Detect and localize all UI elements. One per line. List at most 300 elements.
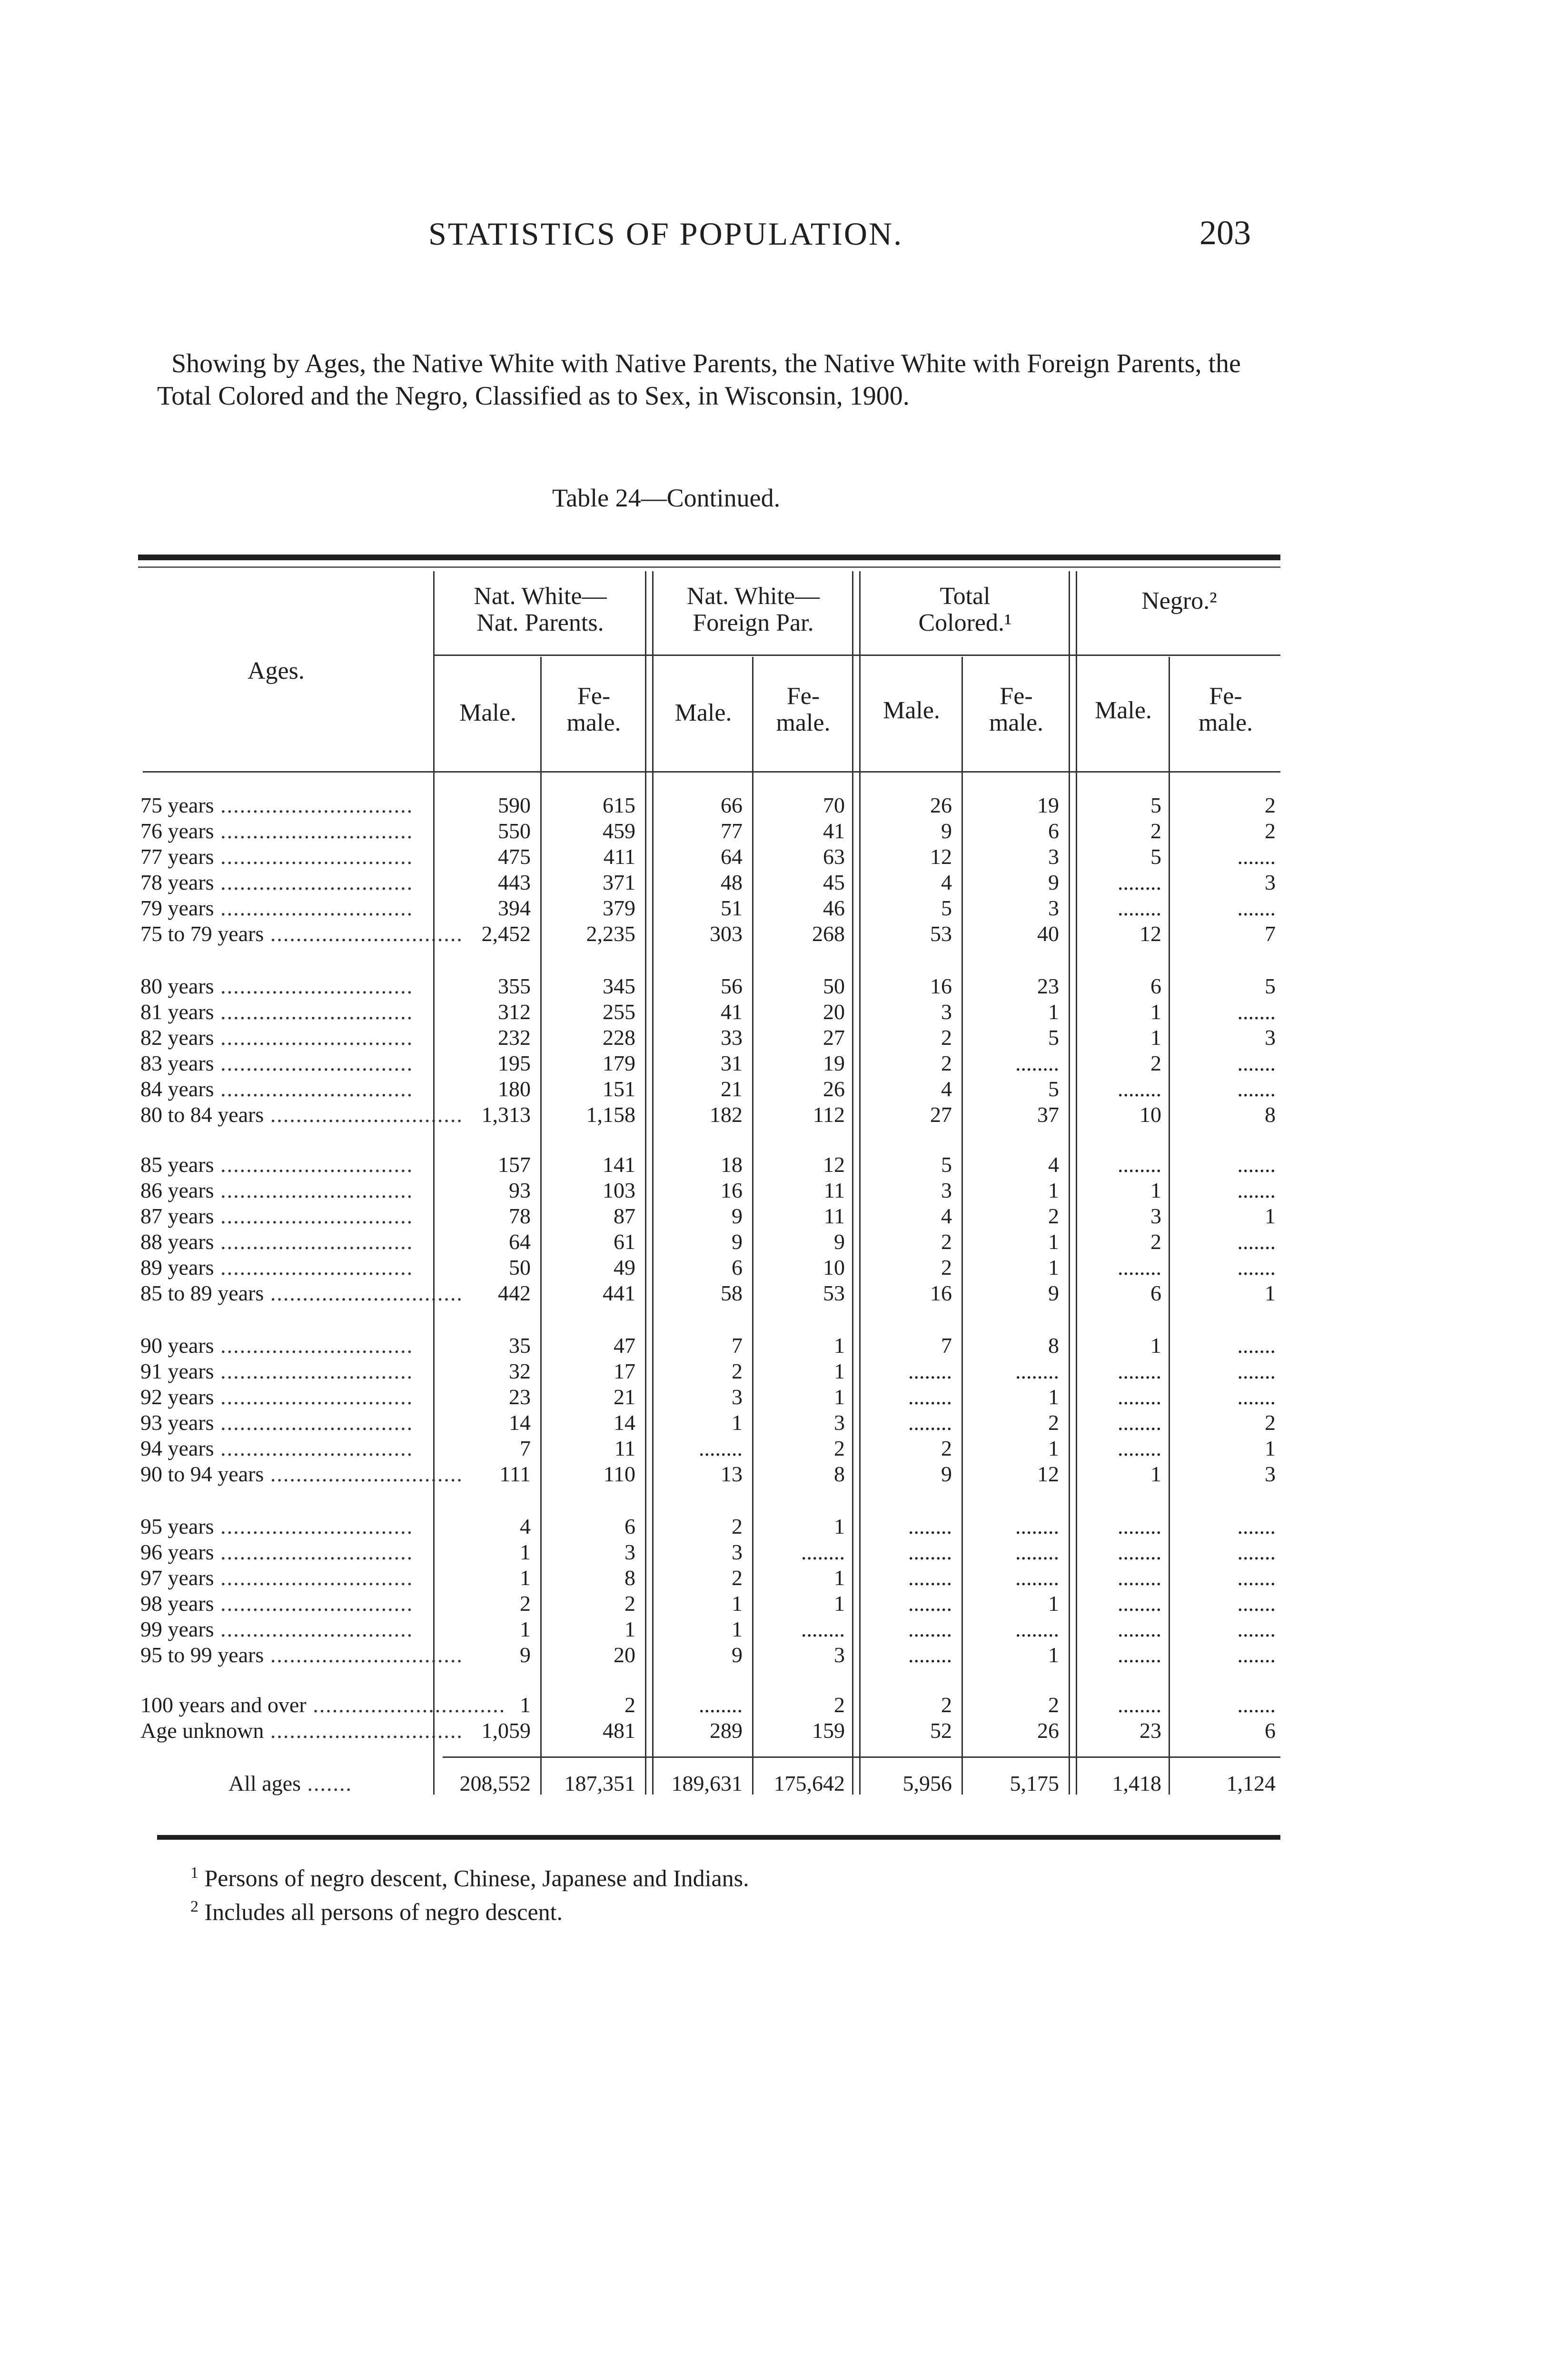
table-cell: 1	[520, 1566, 531, 1590]
table-cell: 268	[812, 922, 845, 946]
table-cell: 6	[1048, 819, 1059, 843]
table-cell: ........	[1118, 1152, 1161, 1177]
row-label-text: 81 years	[140, 1000, 214, 1024]
row-label-text: 85 to 89 years	[140, 1281, 264, 1305]
row-label	[140, 1514, 436, 1539]
table-cell: 1	[834, 1591, 845, 1616]
row-label-text: 78 years	[140, 870, 214, 894]
row-label-text: 95 to 99 years	[140, 1643, 264, 1667]
total-row	[0, 1771, 1546, 1796]
male-header: Male.	[883, 697, 940, 724]
table-cell: 8	[834, 1462, 845, 1486]
table-cell: 1	[1150, 1333, 1161, 1358]
table-cell: 12	[823, 1152, 845, 1177]
row-label-text: 79 years	[140, 896, 214, 920]
leader-dots: ..............................	[214, 1230, 414, 1254]
leader-dots: ..............................	[264, 1718, 463, 1743]
table-row	[0, 1384, 1546, 1410]
table-cell: 7	[1265, 922, 1276, 946]
table-cell: 180	[498, 1077, 531, 1101]
row-label	[140, 1692, 506, 1718]
table-cell: 33	[721, 1025, 743, 1050]
table-cell: 4	[941, 1204, 952, 1228]
table-cell: ........	[1118, 1566, 1161, 1590]
table-cell: 103	[603, 1178, 635, 1202]
table-cell: 3	[1150, 1204, 1161, 1228]
row-label-text: 76 years	[140, 819, 214, 843]
header-bottom-rule	[143, 771, 1280, 773]
table-cell: 615	[603, 793, 635, 817]
table-cell: 17	[614, 1359, 635, 1383]
table-cell: 93	[509, 1178, 531, 1202]
row-label-text: 87 years	[140, 1204, 214, 1228]
table-cell: 9	[732, 1204, 743, 1228]
row-label	[140, 1280, 463, 1306]
table-cell: 441	[603, 1281, 635, 1305]
table-title: Table 24—Continued.	[552, 484, 781, 512]
table-cell: 2	[941, 1255, 952, 1279]
table-cell: 345	[603, 974, 635, 998]
table-cell: 151	[603, 1077, 635, 1101]
table-cell: 7	[732, 1333, 743, 1358]
row-label	[140, 1178, 436, 1203]
table-cell: 1	[520, 1693, 531, 1717]
table-row	[0, 1692, 1546, 1718]
table-cell: .......	[1237, 1230, 1276, 1254]
table-cell: 11	[614, 1436, 635, 1460]
table-cell: ........	[1015, 1617, 1059, 1641]
table-cell: ........	[1118, 1077, 1161, 1101]
table-cell: 12	[1037, 1462, 1059, 1486]
table-cell: 9	[834, 1230, 845, 1254]
table-row	[0, 973, 1546, 999]
row-label-text: 75 years	[140, 793, 214, 817]
table-cell: 45	[823, 870, 845, 894]
table-cell: 3	[1265, 1025, 1276, 1050]
table-cell: 1	[1048, 1643, 1059, 1667]
table-cell: 21	[721, 1077, 743, 1101]
row-label-text: 93 years	[140, 1410, 214, 1435]
total-cell: 175,642	[773, 1771, 845, 1795]
leader-dots: ..............................	[214, 1178, 414, 1202]
table-row	[0, 1280, 1546, 1306]
female-header-line: male.	[1198, 709, 1253, 736]
table-cell: 2	[1150, 1051, 1161, 1075]
table-cell: 6	[732, 1255, 743, 1279]
row-label	[140, 1076, 436, 1102]
table-cell: ........	[699, 1436, 743, 1460]
table-cell: 35	[509, 1333, 531, 1358]
table-cell: 3	[834, 1410, 845, 1435]
leader-dots: .......	[301, 1771, 353, 1795]
table-cell: 47	[614, 1333, 635, 1358]
table-cell: ........	[1118, 870, 1161, 894]
table-cell: 48	[721, 870, 743, 894]
table-cell: 4	[941, 1077, 952, 1101]
table-cell: 2	[1150, 819, 1161, 843]
table-cell: 77	[721, 819, 743, 843]
table-cell: .......	[1237, 1643, 1276, 1667]
leader-dots: ..............................	[214, 1255, 414, 1279]
table-cell: .......	[1237, 1591, 1276, 1616]
footnote-1	[190, 1859, 749, 1893]
leader-dots: ..............................	[214, 974, 414, 998]
table-cell: 49	[614, 1255, 635, 1279]
row-label-text: 89 years	[140, 1255, 214, 1279]
table-cell: 5	[1048, 1077, 1059, 1101]
table-cell: 443	[498, 870, 531, 894]
table-cell: 16	[721, 1178, 743, 1202]
table-cell: 8	[624, 1566, 635, 1590]
leader-dots: ..............................	[214, 1540, 414, 1564]
footnote-mark: 1	[190, 1864, 198, 1882]
table-cell: ........	[908, 1514, 952, 1538]
row-label-text: 97 years	[140, 1566, 214, 1590]
female-header-line: male.	[776, 709, 831, 736]
female-header-line: Fe-	[577, 683, 611, 710]
table-cell: ........	[908, 1540, 952, 1564]
total-cell: 208,552	[459, 1771, 531, 1795]
row-label	[140, 1255, 436, 1280]
table-cell: ........	[1118, 1255, 1161, 1279]
row-label-text: 77 years	[140, 844, 214, 869]
group-header-total-colored	[862, 583, 1069, 636]
table-cell: 6	[1150, 974, 1161, 998]
table-cell: 50	[509, 1255, 531, 1279]
leader-dots: ..............................	[214, 1000, 414, 1024]
table-cell: 442	[498, 1281, 531, 1305]
leader-dots: ..............................	[214, 1566, 414, 1590]
leader-dots: ..............................	[214, 819, 414, 843]
table-cell: 16	[930, 974, 952, 998]
leader-dots: ..............................	[214, 1025, 414, 1050]
table-cell: .......	[1237, 1077, 1276, 1101]
table-row	[0, 818, 1546, 844]
row-label-text: 80 years	[140, 974, 214, 998]
footnote-mark: 2	[190, 1897, 198, 1915]
leader-dots: ..............................	[214, 844, 414, 869]
group-header-line: Total	[940, 583, 991, 610]
female-header-line: male.	[989, 709, 1044, 736]
table-cell: 8	[1048, 1333, 1059, 1358]
table-row	[0, 1514, 1546, 1539]
ages-column-header: Ages.	[248, 657, 305, 684]
table-cell: .......	[1237, 1178, 1276, 1202]
table-cell: 1	[1048, 1385, 1059, 1409]
row-label-text: 90 years	[140, 1333, 214, 1358]
table-cell: ........	[1015, 1359, 1059, 1383]
row-label	[140, 793, 436, 818]
leader-dots: ..............................	[214, 1204, 414, 1228]
table-cell: 1	[834, 1385, 845, 1409]
table-cell: 312	[498, 1000, 531, 1024]
table-cell: 19	[1037, 793, 1059, 817]
table-cell: 2	[624, 1591, 635, 1616]
total-cell: 187,351	[564, 1771, 635, 1795]
row-label-text: 94 years	[140, 1436, 214, 1460]
leader-dots: ..............................	[214, 1051, 414, 1075]
table-top-rule	[138, 555, 1280, 560]
table-cell: 32	[509, 1359, 531, 1383]
row-label-text: 96 years	[140, 1540, 214, 1564]
footnote-text: Includes all persons of negro descent.	[204, 1898, 563, 1925]
table-cell: 475	[498, 844, 531, 869]
table-cell: 21	[614, 1385, 635, 1409]
table-cell: 9	[520, 1643, 531, 1667]
table-row	[0, 1718, 1546, 1744]
table-cell: 10	[823, 1255, 845, 1279]
table-cell: 1	[1048, 1000, 1059, 1024]
table-cell: ........	[1118, 1540, 1161, 1564]
row-label-text: 90 to 94 years	[140, 1462, 264, 1486]
table-cell: 9	[1048, 870, 1059, 894]
table-cell: ........	[908, 1591, 952, 1616]
table-cell: ........	[1118, 1693, 1161, 1717]
table-cell: .......	[1237, 1000, 1276, 1024]
table-cell: 3	[624, 1540, 635, 1564]
leader-dots: ..............................	[214, 896, 414, 920]
row-label	[140, 1051, 436, 1076]
group-header-line: Colored.¹	[918, 609, 1012, 636]
table-cell: 379	[603, 896, 635, 920]
table-cell: 12	[1140, 922, 1161, 946]
row-label-text: 95 years	[140, 1514, 214, 1538]
table-cell: 2	[1048, 1204, 1059, 1228]
row-label	[140, 1565, 436, 1591]
row-label-text: 88 years	[140, 1230, 214, 1254]
table-cell: .......	[1237, 1152, 1276, 1177]
table-cell: 20	[614, 1643, 635, 1667]
table-cell: 2	[732, 1359, 743, 1383]
leader-dots: ..............................	[214, 1514, 414, 1538]
table-cell: 16	[930, 1281, 952, 1305]
table-cell: .......	[1237, 1385, 1276, 1409]
table-cell: 11	[823, 1178, 845, 1202]
table-cell: ........	[908, 1617, 952, 1641]
total-separator	[443, 1756, 1280, 1758]
table-cell: .......	[1237, 1514, 1276, 1538]
table-row	[0, 1616, 1546, 1642]
table-cell: 1	[834, 1333, 845, 1358]
table-cell: 31	[721, 1051, 743, 1075]
row-label	[140, 1229, 436, 1255]
table-row	[0, 1539, 1546, 1565]
table-cell: 4	[1048, 1152, 1059, 1177]
table-cell: 6	[624, 1514, 635, 1538]
table-cell: 3	[1265, 870, 1276, 894]
row-label	[140, 1384, 436, 1410]
table-cell: .......	[1237, 1540, 1276, 1564]
table-cell: 1	[1048, 1178, 1059, 1202]
table-cell: ........	[1118, 1643, 1161, 1667]
female-header	[1171, 683, 1280, 736]
table-cell: 2	[1048, 1693, 1059, 1717]
table-cell: 2	[1265, 819, 1276, 843]
female-header-line: Fe-	[1209, 683, 1242, 710]
leader-dots: ..............................	[214, 1359, 414, 1383]
table-cell: 9	[941, 1462, 952, 1486]
table-cell: 3	[732, 1385, 743, 1409]
row-label	[140, 895, 436, 921]
table-row	[0, 1076, 1546, 1102]
row-label	[140, 1025, 436, 1051]
table-cell: 3	[1265, 1462, 1276, 1486]
total-cell: 1,418	[1112, 1771, 1161, 1795]
footnote-2	[190, 1893, 749, 1926]
table-cell: 23	[1037, 974, 1059, 998]
table-cell: 56	[721, 974, 743, 998]
table-cell: 1	[1150, 1000, 1161, 1024]
table-cell: 112	[813, 1102, 845, 1127]
table-cell: .......	[1237, 1617, 1276, 1641]
table-cell: 371	[603, 870, 635, 894]
table-cell: ........	[1015, 1566, 1059, 1590]
group-header-nat-white-nat-parents	[436, 583, 645, 636]
female-header-line: Fe-	[786, 683, 820, 710]
table-row	[0, 895, 1546, 921]
table-cell: 110	[603, 1462, 635, 1486]
table-cell: .......	[1237, 1333, 1276, 1358]
table-row	[0, 844, 1546, 870]
footnotes	[190, 1859, 749, 1926]
male-header: Male.	[1095, 697, 1152, 724]
table-cell: 26	[930, 793, 952, 817]
table-row	[0, 1591, 1546, 1616]
table-cell: 23	[1140, 1718, 1161, 1743]
table-cell: 5	[941, 1152, 952, 1177]
table-cell: 232	[498, 1025, 531, 1050]
group-header-line: Nat. White—	[686, 583, 820, 610]
table-row	[0, 999, 1546, 1025]
row-label-text: All ages	[228, 1771, 301, 1795]
leader-dots: ..............................	[214, 1152, 414, 1177]
table-cell: ........	[1118, 1617, 1161, 1641]
table-row	[0, 921, 1546, 947]
table-cell: 289	[710, 1718, 743, 1743]
row-label-text: Age unknown	[140, 1718, 264, 1743]
table-cell: ........	[908, 1385, 952, 1409]
table-cell: 1	[1048, 1255, 1059, 1279]
table-cell: 53	[930, 922, 952, 946]
table-cell: 159	[812, 1718, 845, 1743]
table-cell: 1	[520, 1540, 531, 1564]
table-cell: 52	[930, 1718, 952, 1743]
table-cell: 7	[941, 1333, 952, 1358]
table-row	[0, 1333, 1546, 1359]
leader-dots: ..............................	[214, 1591, 414, 1616]
table-cell: 78	[509, 1204, 531, 1228]
row-label	[140, 1333, 436, 1359]
table-cell: 4	[520, 1514, 531, 1538]
table-cell: 1	[834, 1514, 845, 1538]
table-cell: 4	[941, 870, 952, 894]
table-cell: 2	[941, 1051, 952, 1075]
table-cell: 255	[603, 1000, 635, 1024]
table-row	[0, 1642, 1546, 1668]
table-cell: ........	[1118, 1385, 1161, 1409]
table-cell: 3	[1048, 896, 1059, 920]
leader-dots: ..............................	[214, 1385, 414, 1409]
table-row	[0, 1255, 1546, 1280]
table-cell: 7	[520, 1436, 531, 1460]
table-cell: 111	[499, 1462, 531, 1486]
table-cell: ........	[699, 1693, 743, 1717]
table-caption: Showing by Ages, the Native White with Native Parents, the Native White with Foreign Parents, the Total Colored and the Negro, Classified as to Sex, in Wisconsin, 1900.	[157, 349, 1241, 411]
table-cell: 2	[941, 1436, 952, 1460]
table-cell: 1	[1150, 1462, 1161, 1486]
table-cell: 1	[834, 1359, 845, 1383]
table-cell: 6	[1150, 1281, 1161, 1305]
table-row	[0, 1229, 1546, 1255]
female-header	[543, 683, 645, 736]
row-label	[140, 1539, 436, 1565]
table-cell: 63	[823, 844, 845, 869]
table-cell: .......	[1237, 1255, 1276, 1279]
table-cell: 1	[732, 1617, 743, 1641]
table-cell: ........	[1015, 1540, 1059, 1564]
row-label	[140, 1436, 436, 1461]
leader-dots: ..............................	[264, 1643, 463, 1667]
table-cell: 3	[834, 1643, 845, 1667]
female-header-line: Fe-	[1000, 683, 1033, 710]
running-title: STATISTICS OF POPULATION.	[428, 216, 903, 252]
table-cell: 157	[498, 1152, 531, 1177]
table-cell: 3	[941, 1000, 952, 1024]
table-cell: 14	[509, 1410, 531, 1435]
row-label	[140, 1359, 436, 1384]
table-row	[0, 870, 1546, 895]
table-cell: ........	[801, 1617, 845, 1641]
total-cell: 1,124	[1226, 1771, 1276, 1795]
table-cell: 41	[721, 1000, 743, 1024]
page-number: 203	[1199, 214, 1251, 252]
row-label	[140, 1718, 463, 1744]
table-row	[0, 1461, 1546, 1487]
table-cell: 2	[834, 1436, 845, 1460]
row-label	[140, 921, 463, 947]
row-label	[140, 1410, 436, 1436]
leader-dots: ..............................	[306, 1693, 506, 1717]
table-cell: 26	[1037, 1718, 1059, 1743]
table-cell: 50	[823, 974, 845, 998]
table-cell: ........	[1015, 1051, 1059, 1075]
table-cell: 12	[930, 844, 952, 869]
table-cell: ........	[801, 1540, 845, 1564]
leader-dots: ..............................	[264, 1462, 463, 1486]
table-cell: 550	[498, 819, 531, 843]
header-separator	[433, 654, 1280, 656]
table-cell: 459	[603, 819, 635, 843]
row-label-text: 80 to 84 years	[140, 1102, 264, 1127]
table-cell: 10	[1140, 1102, 1161, 1127]
table-cell: 1,059	[481, 1718, 531, 1743]
table-top-thin-rule	[138, 566, 1280, 568]
table-cell: 2	[1048, 1410, 1059, 1435]
table-cell: .......	[1237, 1566, 1276, 1590]
row-label	[140, 844, 436, 870]
table-cell: ........	[908, 1410, 952, 1435]
table-cell: 1	[1265, 1281, 1276, 1305]
table-cell: ........	[908, 1566, 952, 1590]
table-cell: 5	[1150, 844, 1161, 869]
table-cell: 2	[941, 1025, 952, 1050]
table-cell: ........	[1015, 1514, 1059, 1538]
table-cell: 64	[721, 844, 743, 869]
total-cell: 189,631	[671, 1771, 743, 1795]
table-cell: 5	[1150, 793, 1161, 817]
table-cell: 2	[941, 1230, 952, 1254]
table-cell: 5	[941, 896, 952, 920]
